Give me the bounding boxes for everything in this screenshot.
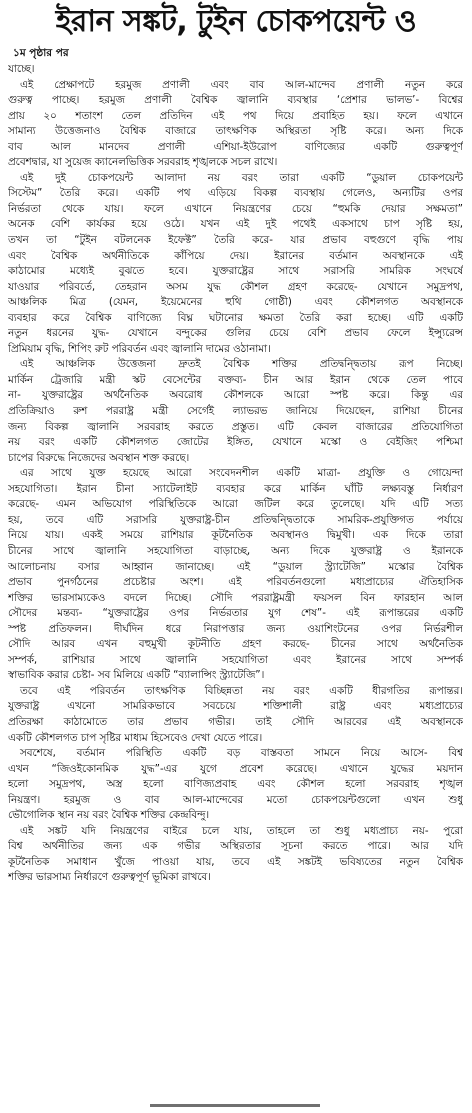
paragraph [8,171,463,358]
paragraph [8,746,463,824]
text-line: সম্পর্ক, রাশিয়ার সাথে জ্বালানি সহযোগিতা এবং ইরানের সাথে সম্পর্ক [8,653,463,666]
text-line: যাওয়ার পরিবর্তে, তেহরান অসম যুদ্ধ কৌশল গ্রহণ করেছে- যেখানে সমুদ্রপথ, [8,280,463,293]
text-line: জন্য বিকল্প জ্বালানি সরবরাহ করতে প্রস্তুত। এটি কেবল বাজারের প্রতিযোগিতা [8,420,463,433]
text-line: সিস্টেম” তৈরি করে। একটি পথ এড়িয়ে বিকল্প ব্যবস্থায় গেলেও, অন্যটির ওপর [8,187,463,200]
text-line: এই দুই চোকপয়েন্ট আলাদা নয় বরং তারা একটি “ডুয়াল চোকপয়েন্ট [20,171,463,184]
text-line: সৌদি আরব এখন বহুমুখী কূটনীতি গ্রহণ করছে- চীনের সাথে অর্থনৈতিক [8,638,463,651]
article-body [8,62,463,1107]
text-line: এখন “জিওইকোনমিক যুদ্ধ”-এর যুগে প্রবেশ করেছে। এখানে যুদ্ধের ময়দান [8,762,463,775]
text-line: ভৌগোলিক স্থান নয় বরং বৈশ্বিক শক্তির কেন্দ্রবিন্দু। [8,809,210,822]
text-line: সহযোগিতা। ইরান চীনা স্যাটেলাইট ব্যবহার করে মার্কিন ঘাঁটি লক্ষ্যবস্তু নির্ধারণ [8,482,463,495]
text-line: নির্ভরতা থেকে যায়। ফলে এখানে নিয়ন্ত্রণের চেয়ে “হুমকি দেয়ার সক্ষমতা” [8,202,463,215]
text-line: অনেক বেশি কার্যকর হয়ে ওঠে। যখন এই দুই পথেই একসাথে চাপ সৃষ্টি হয়, [8,218,463,231]
paragraph [8,824,463,886]
headline: ইরান সঙ্কট, টুইন চোকপয়েন্ট ও [55,4,417,39]
text-line: নয় বরং একটি কৌশলগত জোটের ইঙ্গিত, যেখানে মস্কো ও বেইজিং পশ্চিমা [8,436,463,449]
text-line: স্বাভাবিক করার চেষ্টা- সব মিলিয়ে একটি “ব্যালান্সিং স্ট্র্যাটেজি”। [8,669,265,682]
text-line: এই প্রেক্ষাপটে হরমুজ প্রণালী এবং বাব আল-মান্দেব প্রণালী নতুন করে [20,78,463,91]
text-line: না- যুক্তরাষ্ট্রের অর্থনৈতিক অবরোধ কৌশলকে আরো স্পষ্ট করে। কিন্তু এর [8,389,463,402]
continued-from-page-label: ১ম পৃষ্ঠার পর [13,47,69,59]
text-line: প্রতিরক্ষা কাঠামোতে তার প্রভাব গভীর। তাই সৌদি আরবের এই অবস্থানকে [8,715,463,728]
text-line: প্রতিক্রিয়াও রুশ পররাষ্ট্র মন্ত্রী সের্গেই ল্যাভরভ জানিয়ে দিয়েছেন, রাশিয়া চীনের [8,405,463,418]
text-line: চাপের বিরুদ্ধে নিজেদের অবস্থান শক্ত করছে। [8,451,190,464]
text-line: বাব আল মানদেব প্রণালী এশিয়া-ইউরোপ বাণিজ্যের একটি গুরুত্বপূর্ণ [8,140,463,153]
text-line: নিয়ন্ত্রণ। হরমুজ ও বাব আল-মান্দেবের মতো চোকপয়েন্টগুলো এখন শুধু [8,793,463,806]
text-line: কূটনৈতিক সমাধান খুঁজে পাওয়া যায়, তবে এই সঙ্কটই ভবিষ্যতের নতুন বৈশ্বিক [8,855,463,868]
paragraph [8,357,463,466]
text-line: সবশেষে, বর্তমান পরিস্থিতি একটি বড় বাস্তবতা সামনে নিয়ে আসে- বিশ্ব [20,747,463,760]
text-line: স্পষ্ট প্রতিফলন। দীর্ঘদিন ধরে নিরাপত্তার জন্য ওয়াশিংটনের ওপর নির্ভরশীল [8,622,463,635]
paragraph [8,466,463,684]
text-line: একটি কৌশলগত চাপ সৃষ্টির মাধ্যম হিসেবেও দেখা যেতে পারে। [8,731,263,744]
text-line: তখন তা “টুইন বটলনেক ইফেক্ট” তৈরি করে- যার প্রভাব বহুগুণে বৃদ্ধি পায় [8,234,463,247]
text-line: সৌদের মন্তব্য- “যুক্তরাষ্ট্রের ওপর নির্ভরতার যুগ শেষ”- এই রূপান্তরের একটি [8,607,463,620]
text-line: হলো সমুদ্রপথ, অস্ত্র হলো বাণিজ্যপ্রবাহ এবং কৌশল হলো সরবরাহ শৃঙ্খল [8,778,463,791]
text-line: যুক্তরাষ্ট্র এখনো সামরিকভাবে সবচেয়ে শক্তিশালী রাষ্ট্র এবং মধ্যপ্রাচ্যের [8,700,463,713]
paragraph [8,684,463,746]
text-line: প্রবেশদ্বার, যা সুয়েজ ক্যানেলভিত্তিক সরবরাহ শৃঙ্খলকে সচল রাখে। [8,156,278,169]
text-line: আঞ্চলিক মিত্র (যেমন, ইয়েমেনের হুথি গোষ্ঠী) এবং কৌশলগত অবস্থানকে [8,296,463,309]
text-line: হয়, তবে এটি সরাসরি যুক্তরাষ্ট্র-চীন প্রতিদ্বন্দ্বিতাকে সামরিক-প্রযুক্তিগত পর্যায়ে [8,513,463,526]
text-line: গুরুত্ব পাচ্ছে। হরমুজ প্রণালী বৈশ্বিক জ্বালানি ব্যবস্থার ‘প্রেশার ভালভ’- বিশ্বের [8,94,463,107]
text-line: এই আঞ্চলিক উত্তেজনা দ্রুতই বৈশ্বিক শক্তির প্রতিদ্বন্দ্বিতায় রূপ নিচ্ছে। [20,358,463,371]
paragraph [8,78,463,171]
text-line: এর সাথে যুক্ত হয়েছে আরো সংবেদনশীল একটি মাত্রা- প্রযুক্তি ও গোয়েন্দা [20,467,463,480]
text-line: বিশ্ব অর্থনীতির জন্য এক গভীর অস্থিরতার সূচনা করতে পারে। আর যদি [8,840,463,853]
text-line: কাঠামোর মধ্যেই বুঝতে হবে। যুক্তরাষ্ট্রের সাথে সরাসরি সামরিক সংঘর্ষে [8,265,463,278]
text-line: তবে এই পরিবর্তন তাৎক্ষণিক বিচ্ছিন্নতা নয় বরং একটি ধীরগতির রূপান্তর। [20,684,463,697]
text-line: মার্কিন ট্রেজারি মন্ত্রী স্কট বেসেন্টের বক্তব্য- চীন আর ইরান থেকে তেল পাবে [8,373,463,386]
text-line: প্রিমিয়াম বৃদ্ধি, শিপিং রুট পরিবর্তন এবং জ্বালানি দামের ওঠানামা। [8,342,271,355]
text-line: প্রভাব পুনর্গঠনের প্রচেষ্টার অংশ। এই পরিবর্তনগুলো মধ্যপ্রাচ্যের ঐতিহাসিক [8,576,463,589]
text-line: শক্তির ভারসাম্য নির্ধারণে গুরুত্বপূর্ণ ভূমিকা রাখবে। [8,871,211,884]
text-line: ব্যবহার করে বৈশ্বিক বাণিজ্যে বিঘ্ন ঘটানোর ক্ষমতা তৈরি করা হচ্ছে। এটি একটি [8,311,463,324]
text-line: চীনের সাথে জ্বালানি সহযোগিতা বাড়াচ্ছে, অন্য দিকে যুক্তরাষ্ট্র ও ইরানকে [8,544,463,557]
text-line: সামান্য উত্তেজনাও বৈশ্বিক বাজারে তাৎক্ষণিক অস্থিরতা সৃষ্টি করে। অন্য দিকে [8,125,463,138]
text-line: প্রায় ২০ শতাংশ তেল প্রতিদিন এই পথ দিয়ে প্রবাহিত হয়। ফলে এখানে [8,109,463,122]
text-line: এই সঙ্কট যদি নিয়ন্ত্রণের বাইরে চলে যায়, তাহলে তা শুধু মধ্যপ্রাচ্য নয়- পুরো [20,824,463,837]
next-headline-fragment [150,1104,320,1113]
text-line: করেছে- এমন অভিযোগ পরিস্থিতিকে আরো জটিল করে তুলেছে। যদি এটি সত্য [8,498,463,511]
paragraph [8,62,463,78]
text-line: যাচ্ছে। [8,63,35,75]
text-line: নিয়ে যায়। একই সময়ে রাশিয়ার কূটনৈতিক অবস্থানও দ্বিমুখী। এক দিকে তারা [8,529,463,542]
text-line: শক্তির ভারসাম্যকেও বদলে দিচ্ছে। সৌদি পররাষ্ট্রমন্ত্রী ফয়সল বিন ফারহান আল [8,591,463,604]
text-line: আলোচনায় বসার আহ্বান জানাচ্ছে। এই “ডুয়াল স্ট্র্যাটেজি” মস্কোর বৈশ্বিক [8,560,463,573]
text-line: নতুন ধরনের যুদ্ধ- যেখানে বন্দুকের গুলির চেয়ে বেশি প্রভাব ফেলে ইন্স্যুরেন্স [8,327,463,340]
text-line: এবং বৈশ্বিক অর্থনীতিকে কাঁপিয়ে দেয়। ইরানের বর্তমান অবস্থানকে এই [8,249,463,262]
